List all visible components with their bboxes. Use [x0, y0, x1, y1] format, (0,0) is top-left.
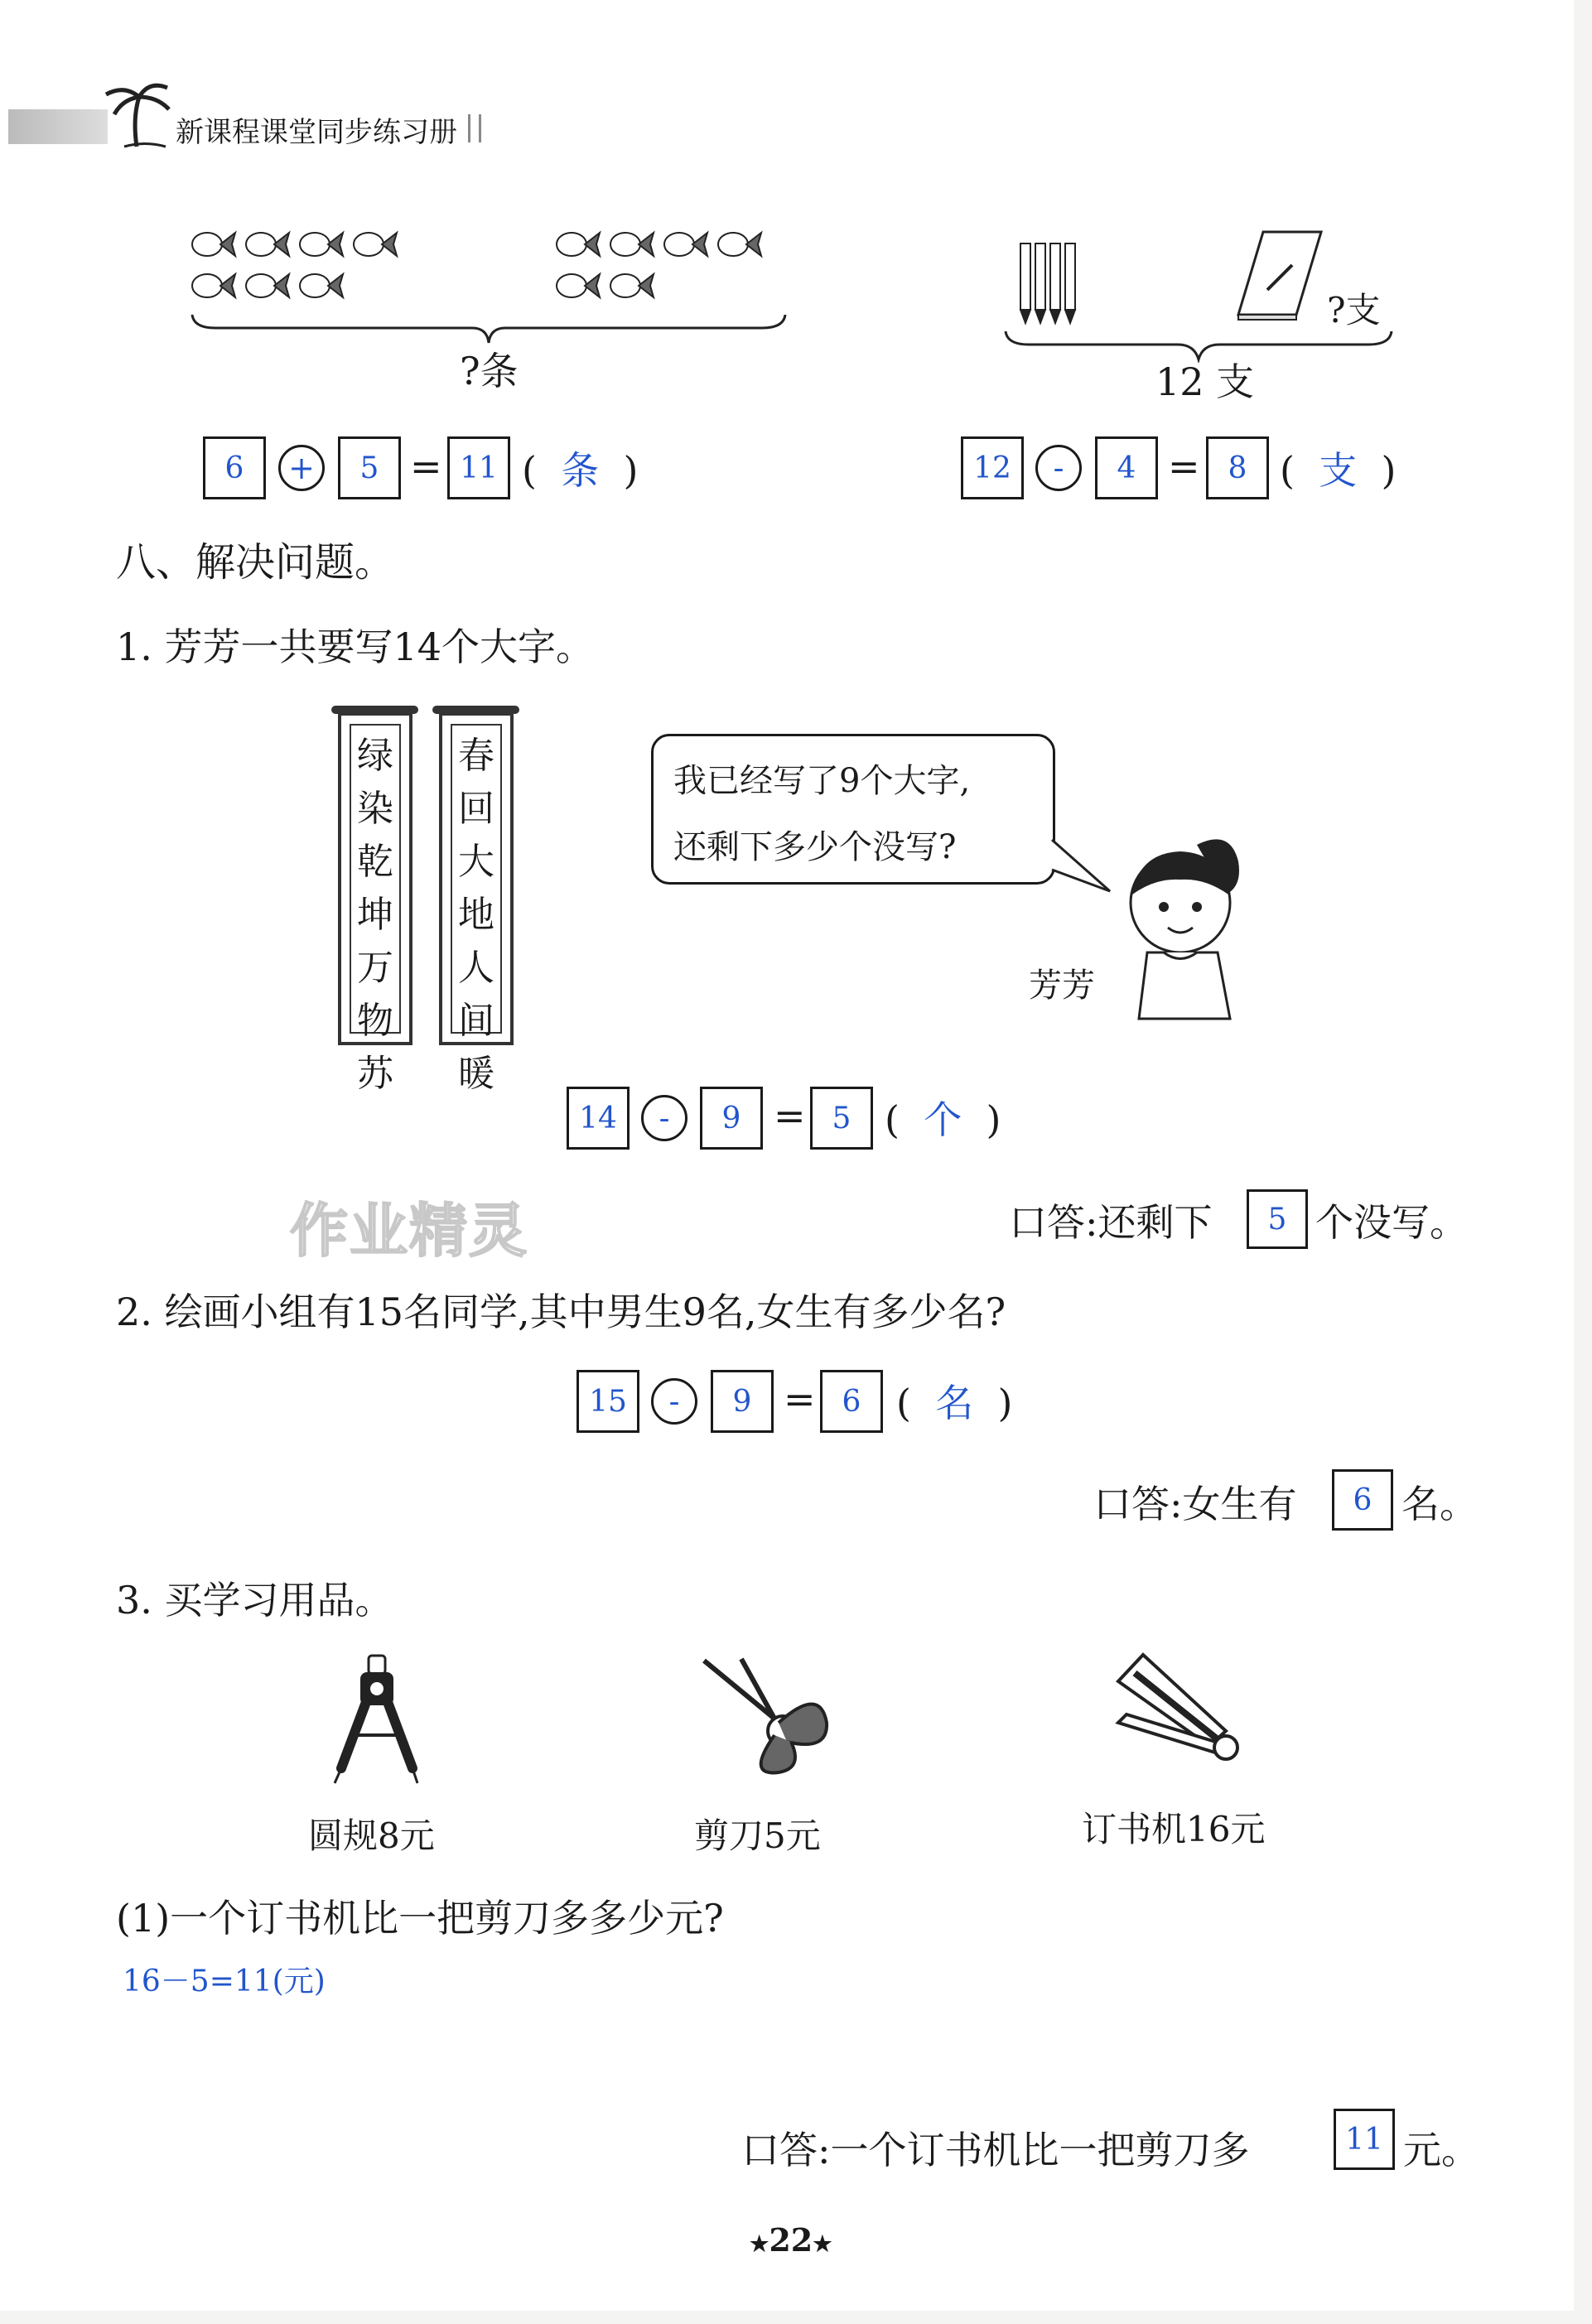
unit-text: 名 [935, 1381, 974, 1425]
bubble-tail [1049, 837, 1115, 894]
eq-op-circle: - [651, 1378, 697, 1425]
eq-result-box: 5 [810, 1087, 873, 1150]
eq-b-box: 5 [338, 436, 401, 499]
q3-answer-box: 11 [1334, 2109, 1395, 2170]
q1-answer-box: 5 [1247, 1189, 1308, 1249]
eq-a-box: 14 [567, 1087, 630, 1150]
pencils-icon [1017, 240, 1092, 331]
q1-answer-prefix: 口答:还剩下 [1009, 1200, 1213, 1245]
stapler-icon [1110, 1648, 1251, 1772]
couplet-char: 染 [357, 788, 393, 830]
couplet-char: 春 [458, 735, 494, 777]
couplet-char: 回 [458, 788, 494, 830]
couplet-scroll-right [439, 712, 514, 1095]
girl-name: 芳芳 [1029, 967, 1095, 1005]
scissors-icon [696, 1652, 837, 1777]
item-label-compass: 圆规8元 [308, 1815, 435, 1856]
q2-answer-prefix: 口答:女生有 [1093, 1482, 1297, 1526]
couplet-text-left [350, 724, 401, 1095]
eq-a-box: 12 [961, 436, 1024, 499]
star-icon: ★ [813, 2232, 832, 2257]
q2-stem: 2. 绘画小组有15名同学,其中男生9名,女生有多少名? [116, 1290, 1006, 1334]
couplet-char: 苏 [357, 1053, 393, 1095]
goldfish-group-right [555, 228, 779, 319]
star-icon: ★ [750, 2232, 769, 2257]
eq-b-box: 4 [1095, 436, 1158, 499]
couplet-char: 绿 [357, 735, 393, 777]
item-label-scissors: 剪刀5元 [694, 1815, 821, 1856]
q3-answer-suffix: 元。 [1403, 2128, 1479, 2172]
eq-op-circle: - [641, 1095, 687, 1141]
eq-result-box: 11 [447, 436, 510, 499]
compass-icon [331, 1652, 422, 1785]
q3-answer-prefix: 口答:一个订书机比一把剪刀多 [741, 2128, 1250, 2172]
couplet-char: 大 [458, 841, 494, 883]
couplet-scroll-left [338, 712, 412, 1095]
brace-label-right: 12 支 [1155, 359, 1255, 404]
pencil-box-icon [1230, 224, 1329, 323]
equals-sign: = [774, 1093, 806, 1138]
palm-tree-icon [99, 76, 174, 151]
eq-a-box: 15 [576, 1370, 639, 1433]
equals-sign: = [1168, 444, 1200, 489]
book-title: 新课程课堂同步练习册 [176, 116, 457, 149]
equals-sign: = [410, 444, 442, 489]
unit-text: 条 [561, 448, 600, 493]
unit-text: 个 [924, 1097, 962, 1142]
page-number-value: 22 [769, 2221, 813, 2259]
header-divider [468, 114, 481, 142]
girl-icon [1114, 828, 1263, 1027]
q1-answer-suffix: 个没写。 [1315, 1200, 1468, 1245]
item-label-stapler: 订书机16元 [1082, 1809, 1266, 1849]
equals-sign: = [784, 1377, 816, 1421]
couplet-char: 万 [357, 947, 393, 989]
eq-result-box: 6 [820, 1370, 883, 1433]
eq-op-circle: + [278, 445, 325, 491]
eq-op-circle: - [1035, 445, 1082, 491]
eq-result-box: 8 [1206, 436, 1269, 499]
question-label-right: ?支 [1327, 290, 1381, 330]
q3-sub1: (1)一个订书机比一把剪刀多多少元? [116, 1896, 724, 1941]
eq-b-box: 9 [711, 1370, 774, 1433]
eq-unit: ( 名 ) [896, 1381, 1013, 1425]
q2-answer-suffix: 名。 [1401, 1482, 1478, 1526]
couplet-char: 地 [458, 894, 494, 936]
brace-label-left: ?条 [460, 349, 519, 393]
q3-stem: 3. 买学习用品。 [116, 1578, 393, 1622]
unit-text: 支 [1319, 448, 1358, 493]
page-number [750, 2221, 832, 2259]
q2-answer-box: 6 [1332, 1469, 1393, 1531]
bubble-line-2: 还剩下多少个没写? [673, 828, 957, 866]
eq-a-box: 6 [203, 436, 266, 499]
q1-stem: 1. 芳芳一共要写14个大字。 [116, 624, 595, 669]
speech-bubble [651, 734, 1055, 885]
watermark: 作业精灵 [290, 1197, 528, 1265]
eq-unit: ( 条 ) [522, 448, 639, 493]
couplet-text-right [451, 724, 502, 1095]
couplet-char: 物 [357, 1000, 393, 1042]
couplet-char: 间 [458, 1000, 494, 1042]
couplet-char: 人 [458, 947, 494, 989]
header-bar [8, 109, 108, 144]
eq-unit: ( 个 ) [885, 1097, 1001, 1142]
q3-sub1-work: 16－5=11(元) [123, 1965, 326, 1999]
couplet-char: 乾 [357, 841, 393, 883]
section-title: 八、解决问题。 [116, 539, 395, 586]
bubble-line-1: 我已经写了9个大字, [673, 762, 971, 800]
couplet-char: 坤 [357, 894, 393, 936]
couplet-char: 暖 [458, 1053, 494, 1095]
goldfish-group-left [191, 228, 414, 319]
eq-b-box: 9 [700, 1087, 763, 1150]
eq-unit: ( 支 ) [1280, 448, 1397, 493]
